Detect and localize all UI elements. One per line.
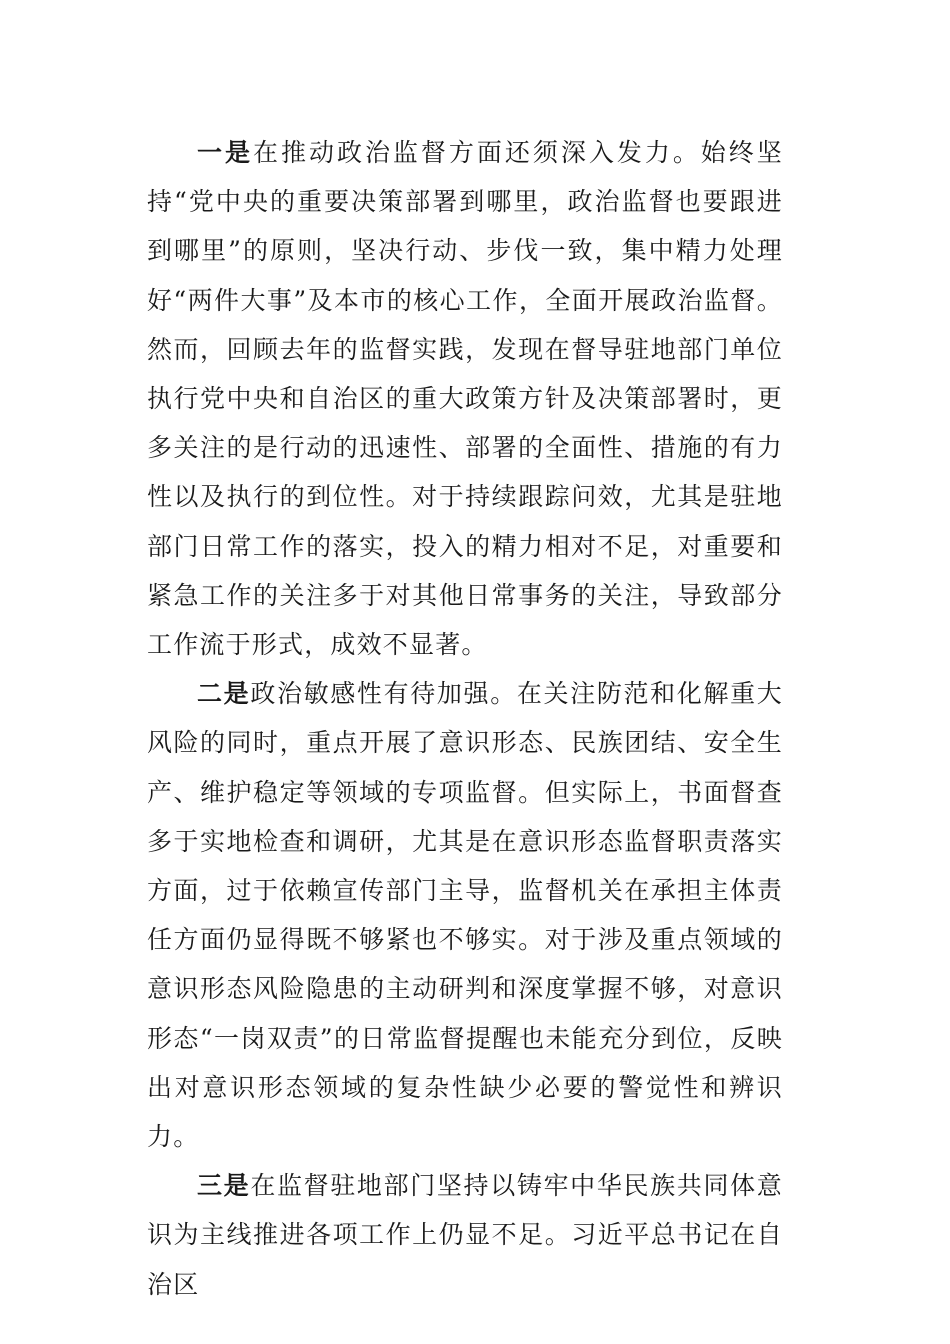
paragraph-2-lead: 二是 — [197, 679, 251, 709]
paragraph-3-lead: 三是 — [197, 1171, 251, 1201]
paragraph-1 — [147, 128, 783, 669]
paragraph-2 — [147, 669, 783, 1161]
paragraph-3 — [147, 1161, 783, 1309]
paragraph-2-text: 政治敏感性有待加强。在关注防范和化解重大风险的同时，重点开展了意识形态、民族团结、安全生产、维护稳定等领域的专项监督。但实际上，书面督查多于实地检查和调研，尤其是在意识形态监督职责落实方面，过于依赖宣传部门主导，监督机关在承担主体责任方面仍显得既不够紧也不够实。对于涉及重点领域的意识形态风险隐患的主动研判和深度掌握不够，对意识形态“一岗双责”的日常监督提醒也未能充分到位，反映出对意识形态领域的复杂性缺少必要的警觉性和辨识力。 — [147, 679, 783, 1152]
paragraph-1-text: 在推动政治监督方面还须深入发力。始终坚持“党中央的重要决策部署到哪里，政治监督也要跟进到哪里”的原则，坚决行动、步伐一致，集中精力处理好“两件大事”及本市的核心工作，全面开展政治监督。然而，回顾去年的监督实践，发现在督导驻地部门单位执行党中央和自治区的重大政策方针及决策部署时，更多关注的是行动的迅速性、部署的全面性、措施的有力性以及执行的到位性。对于持续跟踪问效，尤其是驻地部门日常工作的落实，投入的精力相对不足，对重要和紧急工作的关注多于对其他日常事务的关注，导致部分工作流于形式，成效不显著。 — [147, 138, 783, 660]
paragraph-3-text: 在监督驻地部门坚持以铸牢中华民族共同体意识为主线推进各项工作上仍显不足。习近平总书记在自治区 — [147, 1171, 783, 1299]
paragraph-1-lead: 一是 — [197, 138, 253, 167]
document-page — [147, 128, 783, 1309]
